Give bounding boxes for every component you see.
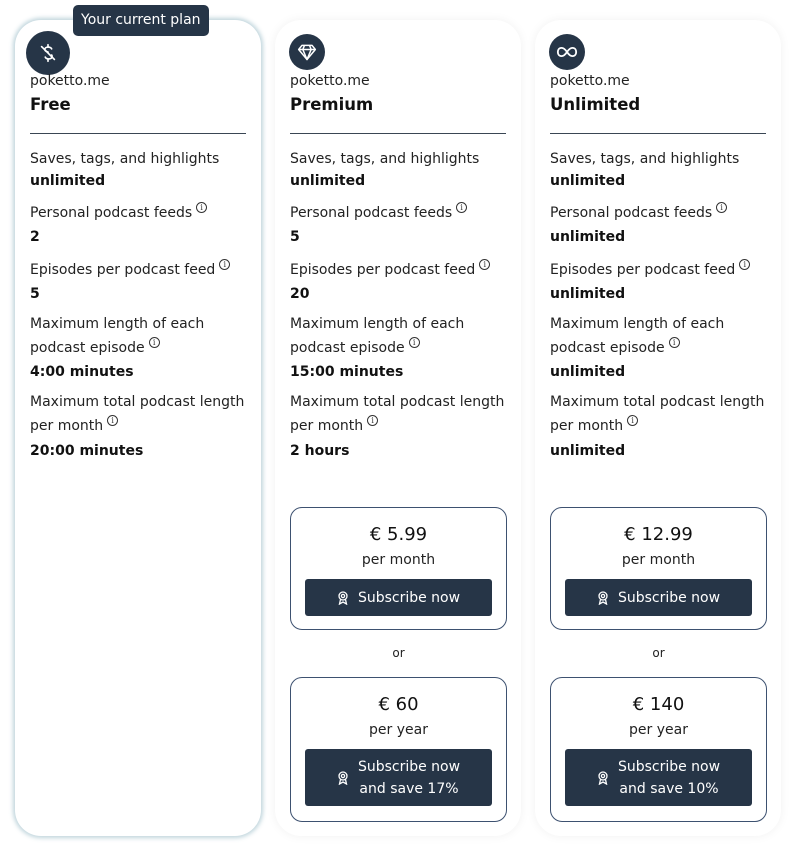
info-icon[interactable]: i — [196, 202, 207, 213]
feature-value: 20 — [290, 286, 310, 302]
monthly-price: € 12.99 — [624, 524, 693, 545]
subscribe-monthly-button[interactable] — [305, 579, 492, 616]
brand-name: poketto.me — [30, 73, 110, 89]
no-dollar-icon — [26, 31, 70, 75]
infinity-icon — [549, 34, 585, 70]
award-icon — [597, 591, 609, 605]
info-icon[interactable]: i — [716, 202, 727, 213]
feature-label: Episodes per podcast feed i — [550, 258, 768, 282]
current-plan-tooltip: Your current plan — [73, 5, 209, 36]
diamond-icon — [289, 34, 325, 70]
feature-value: unlimited — [550, 229, 626, 245]
info-icon[interactable]: i — [479, 259, 490, 270]
feature-label: Maximum total podcast length per month i — [30, 394, 245, 434]
feature-value: 5 — [290, 229, 300, 245]
feature-value: unlimited — [550, 443, 626, 459]
info-icon[interactable]: i — [149, 337, 160, 348]
plan-card-unlimited — [535, 20, 781, 836]
monthly-price-box — [290, 507, 507, 630]
yearly-price-box — [290, 677, 507, 822]
yearly-price: € 60 — [378, 694, 419, 715]
info-icon[interactable]: i — [456, 202, 467, 213]
button-label-line2: and save 17% — [359, 780, 459, 797]
award-icon — [597, 771, 609, 785]
divider — [550, 133, 766, 134]
info-icon[interactable]: i — [367, 415, 378, 426]
brand-name: poketto.me — [290, 73, 370, 89]
feature-label: Maximum total podcast length per month i — [290, 394, 505, 434]
info-icon[interactable]: i — [107, 415, 118, 426]
subscribe-yearly-button[interactable] — [565, 749, 752, 806]
feature-label: Maximum length of each podcast episode i — [550, 316, 725, 356]
yearly-period: per year — [629, 722, 688, 738]
feature-value: unlimited — [550, 286, 626, 302]
subscribe-yearly-button[interactable] — [305, 749, 492, 806]
yearly-price: € 140 — [632, 694, 685, 715]
button-label: Subscribe now — [357, 589, 461, 606]
info-icon[interactable]: i — [739, 259, 750, 270]
feature-value: 15:00 minutes — [290, 364, 404, 380]
plan-name: Free — [30, 95, 71, 114]
plan-name: Unlimited — [550, 95, 641, 114]
award-icon — [337, 771, 349, 785]
button-label: Subscribe now — [617, 589, 721, 606]
monthly-period: per month — [621, 552, 696, 568]
feature-label: Personal podcast feeds i — [290, 201, 508, 225]
info-icon[interactable]: i — [219, 259, 230, 270]
plan-card-free — [15, 20, 261, 836]
divider — [30, 133, 246, 134]
or-separator: or — [652, 646, 665, 660]
feature-label: Maximum length of each podcast episode i — [290, 316, 465, 356]
feature-value: unlimited — [550, 173, 626, 189]
feature-label: Maximum length of each podcast episode i — [30, 316, 205, 356]
feature-label: Episodes per podcast feed i — [30, 258, 248, 282]
plan-name: Premium — [290, 95, 374, 114]
subscribe-monthly-button[interactable] — [565, 579, 752, 616]
feature-label: Episodes per podcast feed i — [290, 258, 508, 282]
monthly-period: per month — [361, 552, 436, 568]
info-icon[interactable]: i — [409, 337, 420, 348]
monthly-price: € 5.99 — [369, 524, 428, 545]
feature-value: 2 — [30, 229, 40, 245]
brand-name: poketto.me — [550, 73, 630, 89]
feature-value: 5 — [30, 286, 40, 302]
info-icon[interactable]: i — [669, 337, 680, 348]
or-separator: or — [392, 646, 405, 660]
monthly-price-box — [550, 507, 767, 630]
feature-value: 2 hours — [290, 443, 350, 459]
button-label-line2: and save 10% — [619, 780, 719, 797]
feature-label: Saves, tags, and highlights — [30, 151, 220, 167]
feature-value: unlimited — [30, 173, 106, 189]
feature-label: Maximum total podcast length per month i — [550, 394, 765, 434]
feature-value: 20:00 minutes — [30, 443, 144, 459]
feature-label: Saves, tags, and highlights — [550, 151, 740, 167]
button-label-line1: Subscribe now — [357, 758, 461, 775]
feature-value: 4:00 minutes — [30, 364, 134, 380]
feature-label: Personal podcast feeds i — [30, 201, 248, 225]
feature-label: Personal podcast feeds i — [550, 201, 768, 225]
feature-value: unlimited — [290, 173, 366, 189]
yearly-price-box — [550, 677, 767, 822]
award-icon — [337, 591, 349, 605]
divider — [290, 133, 506, 134]
info-icon[interactable]: i — [627, 415, 638, 426]
feature-value: unlimited — [550, 364, 626, 380]
feature-label: Saves, tags, and highlights — [290, 151, 480, 167]
button-label-line1: Subscribe now — [617, 758, 721, 775]
plan-card-premium — [275, 20, 521, 836]
yearly-period: per year — [369, 722, 428, 738]
